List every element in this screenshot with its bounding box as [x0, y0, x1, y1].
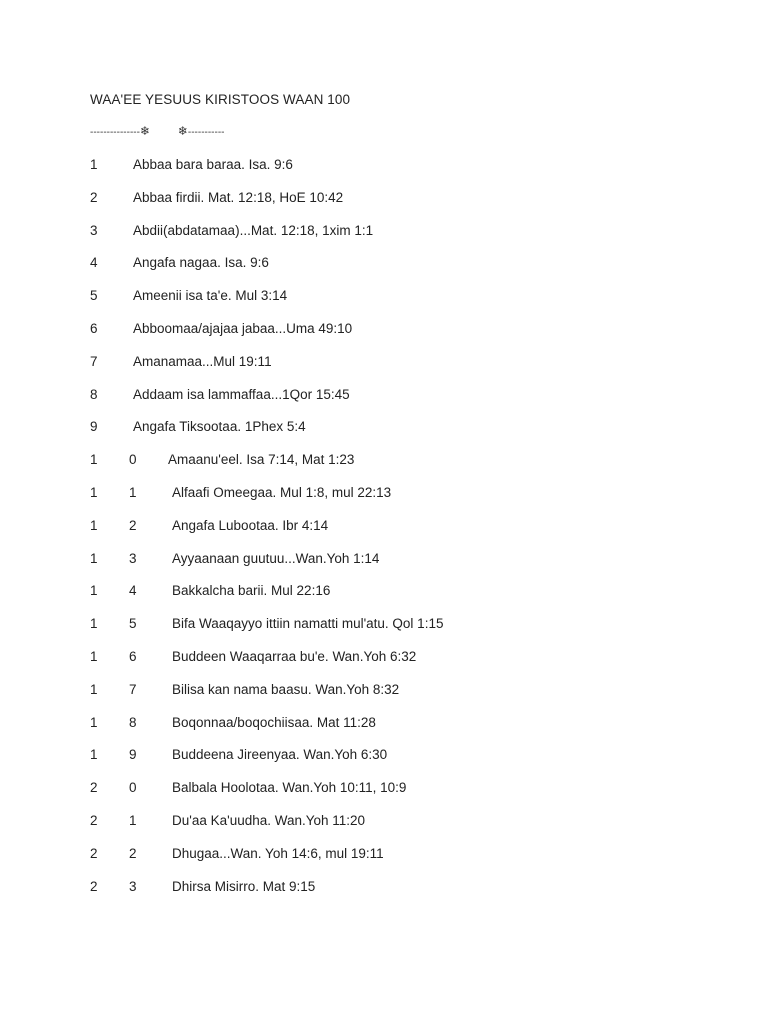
entry-number-second-digit: 0 — [129, 780, 137, 796]
entry-number: 8 — [90, 386, 98, 402]
entry-number: 1 — [90, 648, 98, 664]
entry-text: Angafa Lubootaa. Ibr 4:14 — [172, 517, 329, 533]
entry-number: 1 — [90, 550, 98, 566]
entry-number: 2 — [90, 845, 98, 861]
entry-number: 1 — [90, 517, 98, 533]
entry-number-second-digit: 1 — [129, 812, 137, 828]
list-item — [0, 879, 768, 912]
entry-number-second-digit: 2 — [129, 845, 137, 861]
entry-text: Angafa Tiksootaa. 1Phex 5:4 — [133, 419, 306, 435]
entry-number-second-digit: 9 — [129, 747, 137, 763]
entry-text: Dhirsa Misirro. Mat 9:15 — [172, 878, 316, 894]
entry-number: 1 — [90, 714, 98, 730]
list-item — [0, 551, 768, 584]
snowflake-icon: ❄ — [139, 124, 151, 138]
entry-number-second-digit: 1 — [129, 484, 137, 500]
list-item — [0, 321, 768, 354]
entry-text: Buddeen Waaqarraa bu'e. Wan.Yoh 6:32 — [172, 648, 417, 664]
entry-text: Bifa Waaqayyo ittiin namatti mul'atu. Qol 1:15 — [172, 616, 444, 632]
list-item — [0, 452, 768, 485]
entry-number: 9 — [90, 419, 98, 435]
entry-text: Bilisa kan nama baasu. Wan.Yoh 8:32 — [172, 681, 400, 697]
entry-text: Abdii(abdatamaa)...Mat. 12:18, 1xim 1:1 — [133, 222, 374, 238]
list-item — [0, 715, 768, 748]
list-item — [0, 255, 768, 288]
entry-number: 3 — [90, 222, 98, 238]
list-item — [0, 616, 768, 649]
entry-number-second-digit: 3 — [129, 878, 137, 894]
list-item — [0, 288, 768, 321]
entry-number-second-digit: 5 — [129, 616, 137, 632]
document-title: WAA'EE YESUUS KIRISTOOS WAAN 100 — [90, 92, 351, 107]
entry-text: Addaam isa lammaffaa...1Qor 15:45 — [133, 386, 350, 402]
entry-number-second-digit: 8 — [129, 714, 137, 730]
entry-number: 5 — [90, 288, 98, 304]
list-item — [0, 813, 768, 846]
list-item — [0, 780, 768, 813]
entry-number: 1 — [90, 452, 98, 468]
list-item — [0, 223, 768, 256]
entry-text: Abbaa firdii. Mat. 12:18, HoE 10:42 — [133, 189, 344, 205]
entry-text: Dhugaa...Wan. Yoh 14:6, mul 19:11 — [172, 845, 384, 861]
entry-number: 1 — [90, 747, 98, 763]
decorative-separator — [90, 124, 225, 138]
entry-text: Amanamaa...Mul 19:11 — [133, 353, 272, 369]
snowflake-icon: ❄ — [177, 124, 188, 138]
entry-number: 2 — [90, 780, 98, 796]
list-item — [0, 747, 768, 780]
entry-number: 1 — [90, 157, 98, 172]
list-item — [0, 583, 768, 616]
list-item — [0, 682, 768, 715]
entry-text: Angafa nagaa. Isa. 9:6 — [133, 255, 269, 271]
entry-number: 1 — [90, 484, 98, 500]
entry-number: 7 — [90, 353, 98, 369]
entry-text: Boqonnaa/boqochiisaa. Mat 11:28 — [172, 714, 376, 730]
list-item — [0, 485, 768, 518]
entry-text: Bakkalcha barii. Mul 22:16 — [172, 583, 331, 599]
separator-dashes-left: --------------- — [90, 127, 140, 138]
entry-number: 1 — [90, 681, 98, 697]
entry-number-second-digit: 4 — [129, 583, 137, 599]
names-list — [0, 157, 768, 911]
entry-number-second-digit: 7 — [129, 681, 137, 697]
entry-text: Abbaa bara baraa. Isa. 9:6 — [133, 157, 293, 172]
entry-text: Ameenii isa ta'e. Mul 3:14 — [133, 288, 288, 304]
entry-number: 2 — [90, 812, 98, 828]
list-item — [0, 190, 768, 223]
entry-text: Ayyaanaan guutuu...Wan.Yoh 1:14 — [172, 550, 380, 566]
entry-text: Balbala Hoolotaa. Wan.Yoh 10:11, 10:9 — [172, 780, 407, 796]
list-item — [0, 846, 768, 879]
entry-number-second-digit: 3 — [129, 550, 137, 566]
list-item — [0, 354, 768, 387]
entry-text: Alfaafi Omeegaa. Mul 1:8, mul 22:13 — [172, 484, 392, 500]
entry-number-second-digit: 2 — [129, 517, 137, 533]
list-item — [0, 419, 768, 452]
list-item — [0, 387, 768, 420]
entry-number: 2 — [90, 189, 98, 205]
entry-number: 1 — [90, 583, 98, 599]
list-item — [0, 518, 768, 551]
entry-text: Du'aa Ka'uudha. Wan.Yoh 11:20 — [172, 812, 366, 828]
entry-text: Amaanu'eel. Isa 7:14, Mat 1:23 — [168, 452, 355, 468]
list-item — [0, 649, 768, 682]
entry-number: 1 — [90, 616, 98, 632]
entry-text: Buddeena Jireenyaa. Wan.Yoh 6:30 — [172, 747, 388, 763]
entry-number: 2 — [90, 878, 98, 894]
separator-dashes-right: ----------- — [187, 127, 225, 138]
list-item — [0, 157, 768, 190]
entry-number-second-digit: 6 — [129, 648, 137, 664]
entry-number: 6 — [90, 320, 98, 336]
entry-number: 4 — [90, 255, 98, 271]
entry-number-second-digit: 0 — [129, 452, 137, 468]
entry-text: Abboomaa/ajajaa jabaa...Uma 49:10 — [133, 320, 353, 336]
